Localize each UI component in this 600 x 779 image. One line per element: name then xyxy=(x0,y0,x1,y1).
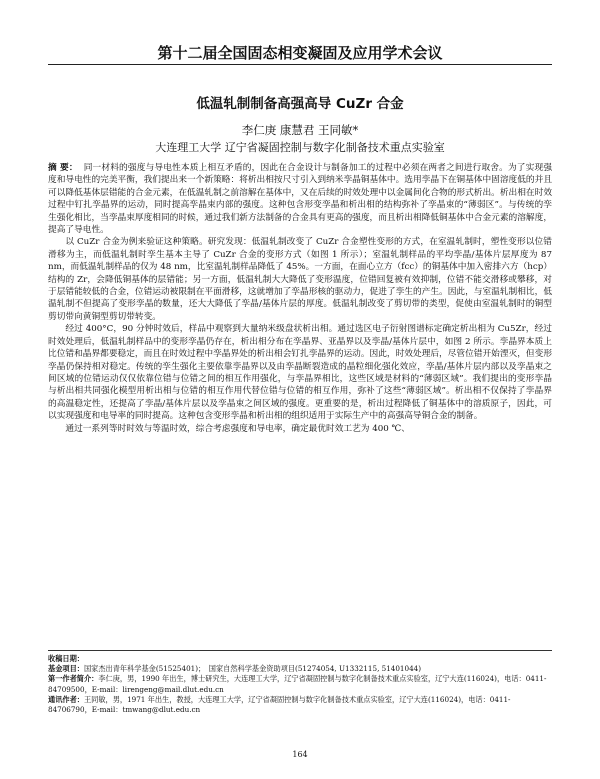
abstract-label: 摘 要： xyxy=(48,163,78,173)
conference-header: 第十二届全国固态相变凝固及应用学术会议 xyxy=(157,44,443,62)
footnote-rule xyxy=(48,650,552,651)
body-paragraph-3: 通过一系列等时时效与等温时效，综合考虑强度和导电率，确定最优时效工艺为 400 ℃、 xyxy=(65,423,410,434)
corresponding-author-text: 王同敏，男，1971 年出生，教授，大连理工大学，辽宁省凝固控制与数字化制备技术重点实验室，辽宁大连(116024)，电话：0411-84706790，E-mail：tmwang@dlut.edu.cn xyxy=(48,694,511,715)
abstract-text: 同一材料的强度与导电性本质上相互矛盾的，因此在合金设计与制备加工的过程中必须在两者之间进行取舍。为了实现强度和导电性的完美平衡，我们提出来一个新策略：将析出相按尺寸引入到纳米孪晶铜基体中。选用孪晶下在铜基体中固溶度低的并且可以降低基体层错能的合金元素，在低温轧制之前溶解在基体中，又在后续的时效处理中以金属间化合物的形式析出。析出相在时效过程中钉扎孪晶界的运动，同时提高孪晶束内部的强度。这种包含形变孪晶和析出相的结构弥补了孪晶束的“薄弱区”。与传统的孪生强化相比，当孪晶束厚度相同的时候，通过我们新方法制备的合金具有更高的强度，而且析出相降低铜基体中合金元素的溶解度，提高了导电性。 xyxy=(48,163,553,236)
page-number: 164 xyxy=(292,750,308,759)
fund-text: 国家杰出青年科学基金(51525401)； 国家自然科学基金资助项目(51274054, U1332115, 51401044) xyxy=(83,664,422,674)
body-paragraph-2: 经过 400°C，90 分钟时效后，样品中观察到大量纳米级盘状析出相。通过选区电子衍射图谱标定确定析出相为 Cu5Zr，经过时效处理后，低温轧制样品中的变形孪晶仍存在，析出相分布在孪晶界、亚晶界以及孪晶/基体片层中，如图 2 所示。孪晶界本质上比位错和晶界都要稳定，而且在时效过程中孪晶界处的析出相会钉扎孪晶界的运动。因此，时效处理后，尽管位错开始湮灭，但变形孪晶仍保持相对稳定。传统的孪生强化主要依靠孪晶界以及由孪晶断裂造成的晶粒细化强化效应，孪晶/基体片层内部以及孪晶束之间区域的位错运动仅仅依靠位错与位错之间的相互作用强化，与孪晶界相比，这些区域是材料的“薄弱区域”。我们提出的变形孪晶与析出相共同强化模型用析出相与位错的相互作用代替位错与位错的相互作用，弥补了这些“薄弱区域”。析出相不仅保持了孪晶界的高温稳定性，还提高了孪晶/基体片层以及孪晶束之间区域的强度。更重要的是，析出过程降低了铜基体中的溶质原子，因此，可以实现强度和电导率的同时提高。这种包含变形孪晶和析出相的组织适用于实际生产中的高强高导铜合金的制备。 xyxy=(48,324,552,422)
corresponding-author-label: 通讯作者： xyxy=(48,694,84,704)
body-paragraph-1: 以 CuZr 合金为例来验证这种策略。研究发现：低温轧制改变了 CuZr 合金塑性变形的方式，在室温轧制时，塑性变形以位错滑移为主，而低温轧制时孪生基本主导了 CuZr 合金的变形方式（如图 1 所示）；室温轧制样品的平均孪晶/基体片层厚度为 87 nm，而低温轧制样品的仅为 48 nm，比室温轧制样品降低了 45%。一方面，在面心立方（fcc）的铜基体中加入密排六方（hcp）结构的 Zr，会降低铜基体的层错能；另一方面，低温轧制大大降低了变形温度，位错回复被有效抑制，位错不能交滑移或攀移，对于层错能较低的合金，位错运动被限制在平面滑移，这就增加了孪晶形核的驱动力，促进了孪生的产生。因此，与室温轧制相比，低温轧制不但提高了变形孪晶的数量，还大大降低了孪晶/基体片层的厚度。低温轧制改变了剪切带的类型，促使由室温轧制时的铜型剪切带向黄铜型剪切带转变。 xyxy=(48,237,552,322)
affiliation: 大连理工大学 辽宁省凝固控制与数字化制备技术重点实验室 xyxy=(155,141,445,154)
body-text xyxy=(48,162,552,435)
footnotes xyxy=(48,654,552,715)
paper-title: 低温轧制制备高强高导 CuZr 合金 xyxy=(196,96,404,112)
first-author-text: 李仁庚，男，1990 年出生，博士研究生，大连理工大学，辽宁省凝固控制与数字化制备技术重点实验室，辽宁大连(116024)，电话：0411-84709500，E-mail：lirengeng@mail.dlut.edu.cn xyxy=(48,674,547,694)
abstract xyxy=(48,162,552,236)
fund-label: 基金项目： xyxy=(48,664,84,674)
received-label: 收稿日期： xyxy=(48,654,84,663)
author-list: 李仁庚 康慧君 王同敏* xyxy=(241,123,359,137)
header-rule xyxy=(48,64,552,65)
first-author-label: 第一作者简介： xyxy=(48,674,99,684)
